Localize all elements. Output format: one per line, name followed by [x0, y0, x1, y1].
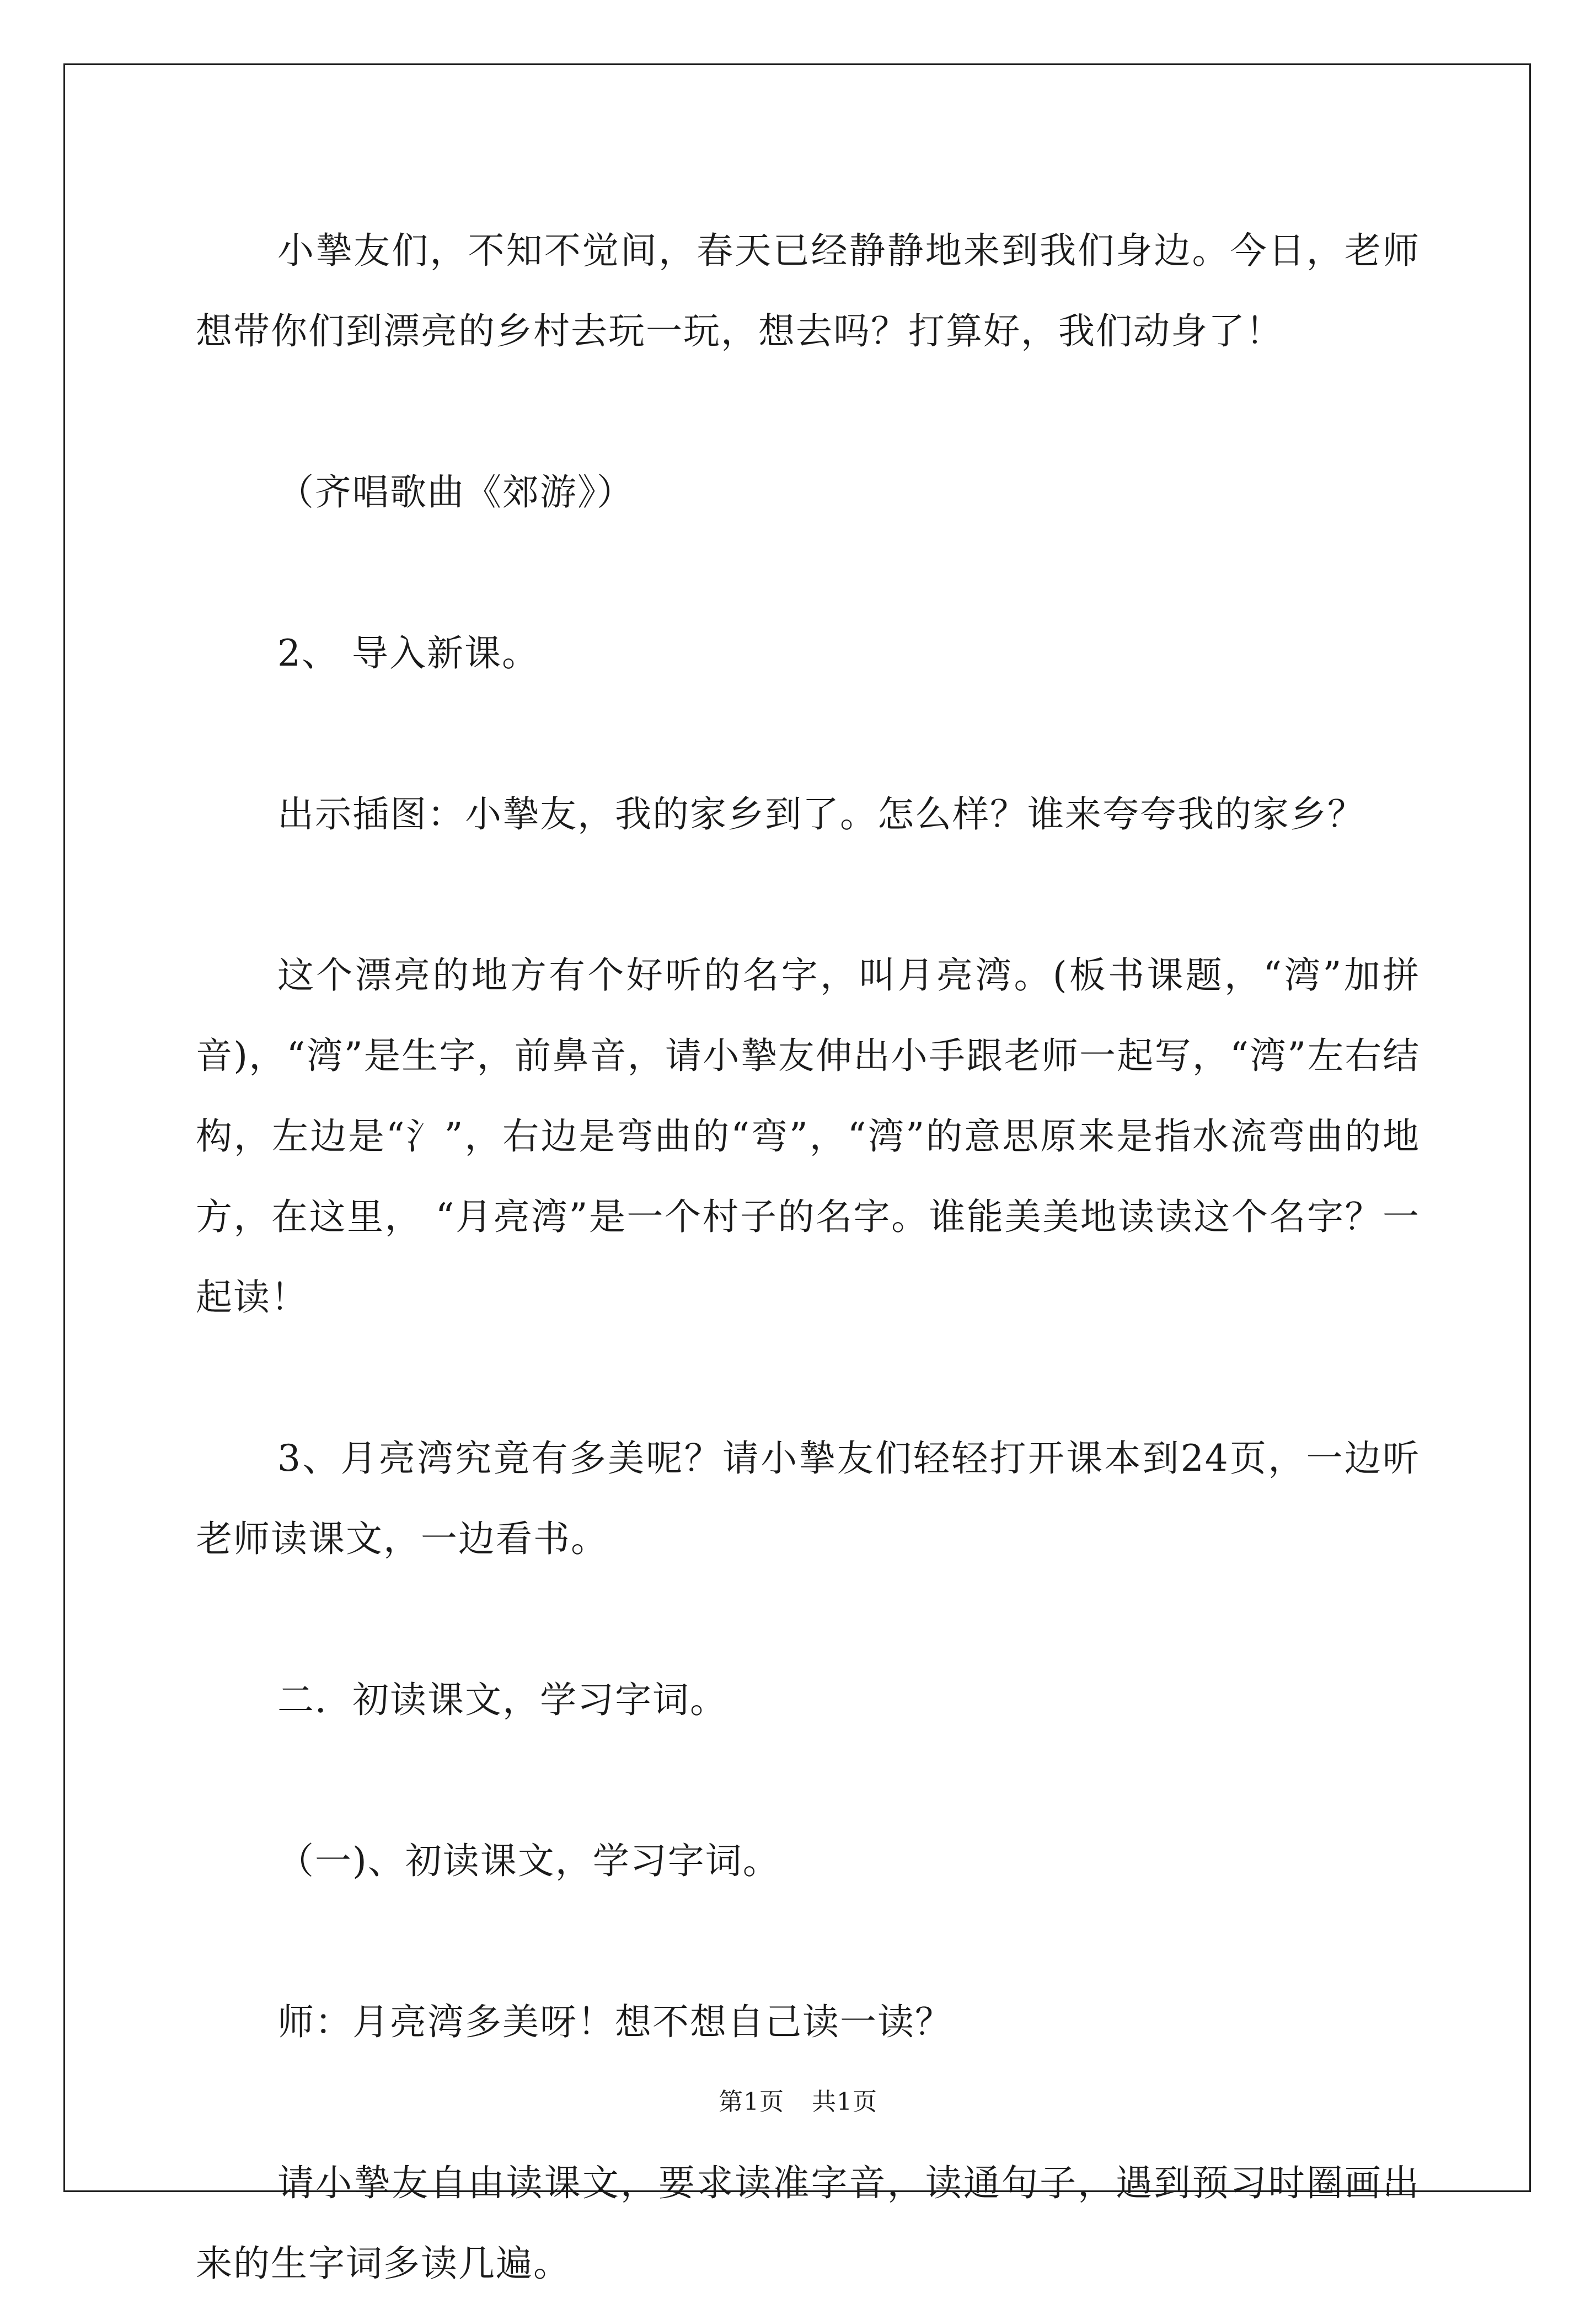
document-body — [196, 211, 1420, 2304]
page-number: 第1页 — [719, 2088, 784, 2116]
paragraph-teacher-question: 师：月亮湾多美呀！想不想自己读一读？ — [277, 2001, 952, 2043]
paragraph-greeting: 小摯友们，不知不觉间，春天已经静静地来到我们身边。今日，老师想带你们到漂亮的乡村去玩一玩，想去吗？打算好，我们动身了！ — [196, 229, 1420, 352]
paragraph-section-3: 3、月亮湾究竟有多美呢？请小摯友们轻轻打开课本到24页，一边听老师读课文，一边看书。 — [196, 1437, 1420, 1560]
paragraph-title-explanation: 这个漂亮的地方有个好听的名字，叫月亮湾。(板书课题，“湾”加拼音)，“湾”是生字，前鼻音，请小摯友伸出小手跟老师一起写，“湾”左右结构，左边是“氵”，右边是弯曲的“弯”，“湾”的意思原来是指水流弯曲的地方，在这里， “月亮湾”是一个村子的名字。谁能美美地读读这个名字？一起读！ — [196, 954, 1420, 1319]
paragraph-heading-2: 二．初读课文，学习字词。 — [277, 1679, 727, 1721]
page-total: 共1页 — [812, 2088, 877, 2116]
paragraph-subheading-1: （一)、初读课文，学习字词。 — [277, 1840, 780, 1882]
paragraph-illustration: 出示插图：小摯友，我的家乡到了。怎么样？谁来夸夸我的家乡？ — [277, 793, 1365, 835]
paragraph-section-2: 2、 导入新课。 — [277, 632, 539, 674]
paragraph-song: （齐唱歌曲《郊游》） — [277, 471, 634, 513]
page-footer — [0, 2086, 1596, 2119]
paragraph-reading-instruction: 请小摯友自由读课文，要求读准字音，读通句子，遇到预习时圈画出来的生字词多读几遍。 — [196, 2162, 1420, 2285]
